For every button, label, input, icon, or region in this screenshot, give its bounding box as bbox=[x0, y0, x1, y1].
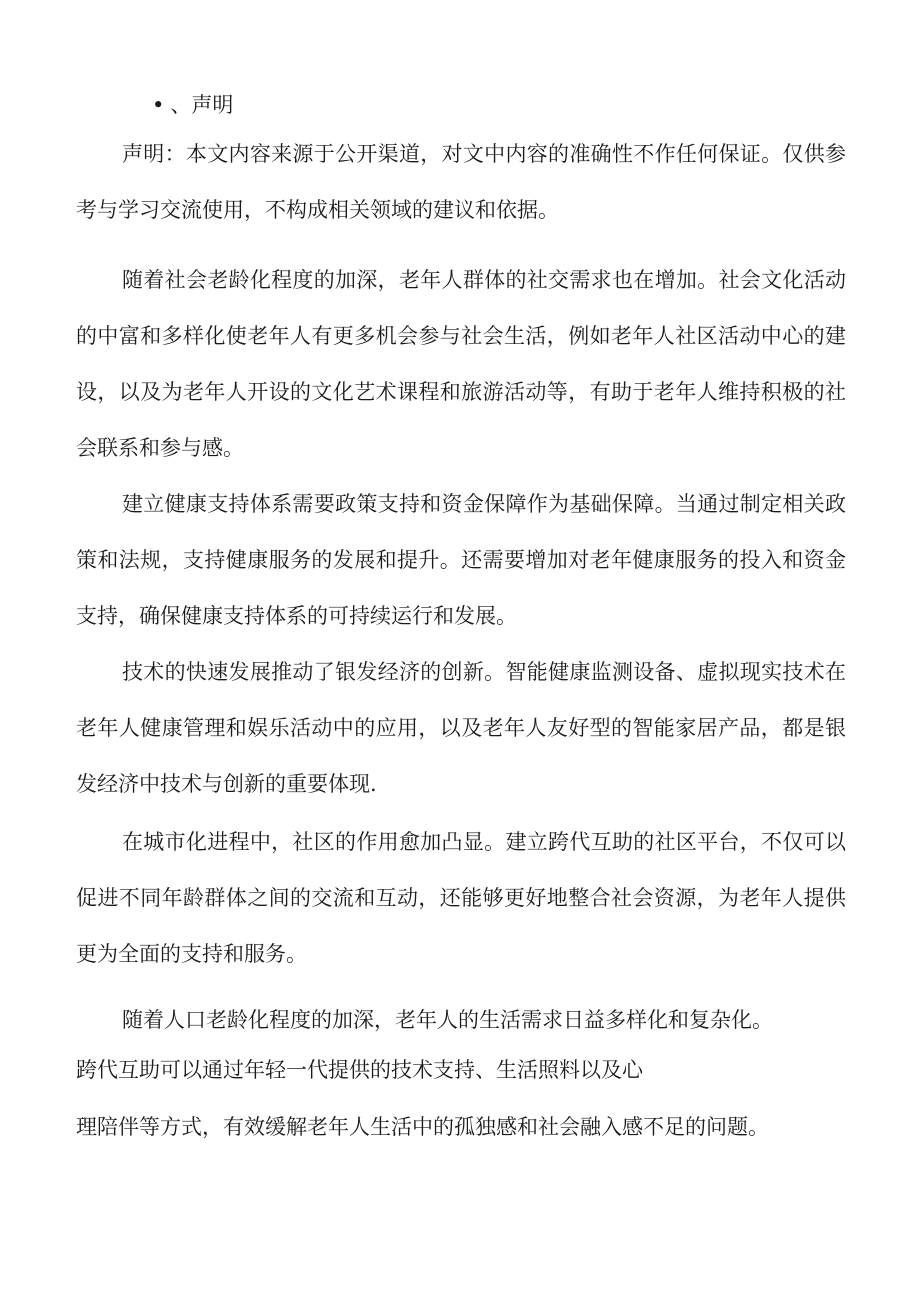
paragraph-last-line2: 跨代互助可以通过年轻一代提供的技术支持、生活照料以及心 bbox=[76, 1058, 643, 1082]
paragraph-disclaimer: 声明：本文内容来源于公开渠道，对文中内容的准确性不作任何保证。仅供参考与学习交流使用，不构成相关领域的建议和依据。 bbox=[76, 142, 846, 222]
paragraph-community: 在城市化进程中，社区的作用愈加凸显。建立跨代互助的社区平台，不仅可以促进不同年龄群体之间的交流和互动，还能够更好地整合社会资源，为老年人提供更为全面的支持和服务。 bbox=[76, 830, 846, 966]
paragraph-technology: 技术的快速发展推动了银发经济的创新。智能健康监测设备、虚拟现实技术在老年人健康管理和娱乐活动中的应用，以及老年人友好型的智能家居产品，都是银发经济中技术与创新的重要体现. bbox=[76, 660, 846, 796]
paragraph-social-needs: 随着社会老龄化程度的加深，老年人群体的社交需求也在增加。社会文化活动的中富和多样化使老年人有更多机会参与社会生活，例如老年人社区活动中心的建设，以及为老年人开设的文化艺术课程和旅游活动等，有助于老年人维持积极的社会联系和参与感。 bbox=[76, 268, 846, 460]
heading-text: 、声明 bbox=[170, 93, 234, 117]
section-heading bbox=[152, 88, 233, 122]
bullet-icon: • bbox=[152, 93, 165, 117]
paragraph-last-line3: 理陪伴等方式，有效缓解老年人生活中的孤独感和社会融入感不足的问题。 bbox=[76, 1115, 769, 1139]
paragraph-last-line1: 随着人口老龄化程度的加深，老年人的生活需求日益多样化和复杂化。 bbox=[122, 1008, 773, 1032]
paragraph-health-support: 建立健康支持体系需要政策支持和资金保障作为基础保障。当通过制定相关政策和法规，支持健康服务的发展和提升。还需要增加对老年健康服务的投入和资金支持，确保健康支持体系的可持续运行和发展。 bbox=[76, 492, 846, 628]
